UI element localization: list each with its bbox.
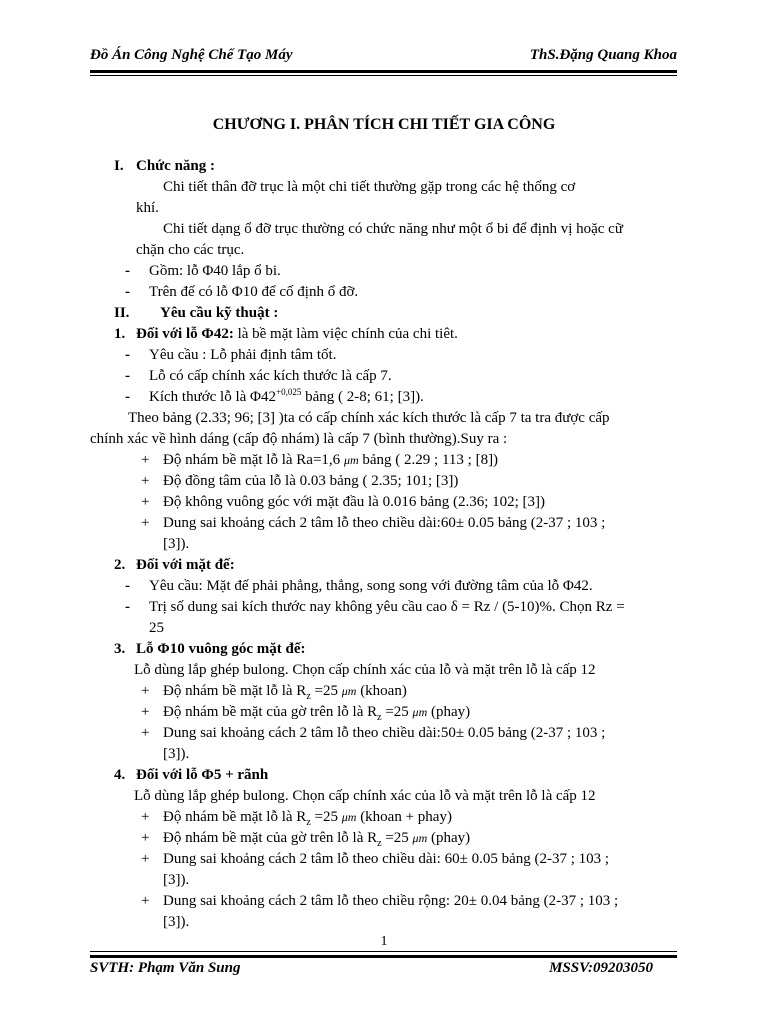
dash-bullet: -	[125, 263, 130, 279]
item-heading: Đối với mặt đế:	[136, 557, 235, 573]
text-run: (khoan + phay)	[356, 809, 452, 825]
list-item: Độ đồng tâm của lỗ là 0.03 bảng ( 2.35; 101; [3])	[163, 473, 459, 489]
item-number: 1.	[114, 326, 126, 342]
list-item-continued: [3]).	[163, 914, 190, 930]
text-run: Độ nhám bề mặt của gờ trên lỗ là R	[163, 704, 378, 720]
micrometer-unit: μm	[412, 831, 428, 845]
item-heading-rest: là bề mặt làm việc chính của chi tiêt.	[233, 326, 458, 342]
text-run: =25	[310, 809, 342, 825]
micrometer-unit: μm	[341, 684, 357, 698]
micrometer-unit: μm	[341, 810, 357, 824]
text-run: Độ nhám bề mặt lỗ là Ra=1,6	[163, 452, 344, 468]
text-run: =25	[310, 683, 342, 699]
footer-rule-thin	[90, 951, 677, 952]
list-item: Gồm: lỗ Φ40 lắp ổ bi.	[149, 263, 281, 279]
plus-bullet: +	[141, 893, 150, 909]
section-heading: Yêu cầu kỹ thuật :	[160, 305, 279, 321]
list-item-continued: 25	[149, 620, 164, 636]
list-item: Dung sai khoảng cách 2 tâm lỗ theo chiều dài:60± 0.05 bảng (2-37 ; 103 ;	[163, 515, 606, 531]
paragraph-line: khí.	[136, 200, 159, 216]
list-item: Trị số dung sai kích thước nay không yêu cầu cao δ = Rz / (5-10)%. Chọn Rz =	[149, 599, 625, 615]
subscript: z	[306, 817, 311, 828]
dash-bullet: -	[125, 578, 130, 594]
header-rule-thin	[90, 75, 677, 76]
dash-bullet: -	[125, 284, 130, 300]
text-run: =25	[381, 830, 413, 846]
text-run: Độ nhám bề mặt lỗ là R	[163, 683, 307, 699]
section-number: I.	[114, 158, 124, 174]
item-number: 4.	[114, 767, 126, 783]
plus-bullet: +	[141, 704, 150, 720]
chapter-title: CHƯƠNG I. PHÂN TÍCH CHI TIẾT GIA CÔNG	[212, 116, 556, 133]
text-run: Độ nhám bề mặt của gờ trên lỗ là R	[163, 830, 378, 846]
item-heading: Đối với lỗ Φ5 + rãnh	[136, 767, 269, 783]
text-run: (phay)	[427, 830, 471, 846]
text-run: Độ nhám bề mặt lỗ là R	[163, 809, 307, 825]
plus-bullet: +	[141, 494, 150, 510]
list-item	[149, 387, 424, 407]
dash-bullet: -	[125, 599, 130, 615]
header-right-author: ThS.Đặng Quang Khoa	[529, 47, 677, 63]
list-item	[163, 681, 407, 701]
section-heading: Chức năng :	[136, 158, 216, 174]
list-item-continued: [3]).	[163, 536, 190, 552]
text-run: bảng ( 2-8; 61; [3]).	[301, 389, 424, 405]
text-run: (khoan)	[356, 683, 407, 699]
footer-rule	[90, 955, 677, 958]
item-heading: Lỗ Φ10 vuông góc mặt đế:	[136, 641, 306, 657]
list-item	[163, 828, 470, 848]
list-item: Dung sai khoảng cách 2 tâm lỗ theo chiều rộng: 20± 0.04 bảng (2-37 ; 103 ;	[163, 893, 619, 909]
plus-bullet: +	[141, 809, 150, 825]
section-number: II.	[114, 305, 130, 321]
text-run: bảng ( 2.29 ; 113 ; [8])	[358, 452, 499, 468]
plus-bullet: +	[141, 473, 150, 489]
header-left-title: Đồ Án Công Nghệ Chế Tạo Máy	[90, 47, 293, 63]
micrometer-unit: μm	[412, 705, 428, 719]
item-number: 3.	[114, 641, 126, 657]
dash-bullet: -	[125, 368, 130, 384]
tolerance-superscript: +0,025	[276, 387, 302, 397]
page-number: 1	[380, 934, 388, 949]
plus-bullet: +	[141, 725, 150, 741]
list-item: Lỗ có cấp chính xác kích thước là cấp 7.	[149, 368, 392, 384]
paragraph-line: Lỗ dùng lắp ghép bulong. Chọn cấp chính xác của lỗ và mặt trên lỗ là cấp 12	[134, 662, 596, 678]
list-item-continued: [3]).	[163, 746, 190, 762]
subscript: z	[377, 712, 382, 723]
list-item: Yêu cầu: Mặt đế phải phẳng, thẳng, song song với đường tâm của lỗ Φ42.	[149, 578, 593, 594]
paragraph-line: chính xác về hình dáng (cấp độ nhám) là cấp 7 (bình thường).Suy ra :	[90, 431, 508, 447]
text-run: =25	[381, 704, 413, 720]
paragraph-line: Chi tiết thân đỡ trục là một chi tiết thường gặp trong các hệ thống cơ	[163, 179, 576, 195]
list-item-continued: [3]).	[163, 872, 190, 888]
micrometer-unit: μm	[343, 453, 359, 467]
plus-bullet: +	[141, 830, 150, 846]
list-item	[163, 807, 452, 827]
paragraph-line: chặn cho các trục.	[136, 242, 245, 258]
item-number: 2.	[114, 557, 126, 573]
item-heading-line	[136, 324, 458, 344]
paragraph-line: Theo bảng (2.33; 96; [3] )ta có cấp chính xác kích thước là cấp 7 ta tra được cấp	[128, 410, 610, 426]
list-item: Dung sai khoảng cách 2 tâm lỗ theo chiều dài: 60± 0.05 bảng (2-37 ; 103 ;	[163, 851, 610, 867]
list-item: Trên đế có lỗ Φ10 để cố định ổ đỡ.	[149, 284, 359, 300]
item-heading: Đối với lỗ Φ42:	[136, 326, 234, 342]
footer-student-name: SVTH: Phạm Văn Sung	[90, 960, 241, 976]
dash-bullet: -	[125, 389, 130, 405]
plus-bullet: +	[141, 851, 150, 867]
text-run: (phay)	[427, 704, 471, 720]
paragraph-line: Lỗ dùng lắp ghép bulong. Chọn cấp chính xác của lỗ và mặt trên lỗ là cấp 12	[134, 788, 596, 804]
header-rule	[90, 70, 677, 73]
plus-bullet: +	[141, 683, 150, 699]
footer-student-id: MSSV:09203050	[549, 960, 653, 976]
list-item	[163, 450, 498, 470]
list-item	[163, 702, 470, 722]
paragraph-line: Chi tiết dạng ổ đỡ trục thường có chức năng như một ổ bi để định vị hoặc cữ	[163, 221, 623, 237]
plus-bullet: +	[141, 515, 150, 531]
list-item: Độ không vuông góc với mặt đầu là 0.016 bảng (2.36; 102; [3])	[163, 494, 546, 510]
text-run: Kích thước lỗ là Φ42	[149, 389, 277, 405]
list-item: Dung sai khoảng cách 2 tâm lỗ theo chiều dài:50± 0.05 bảng (2-37 ; 103 ;	[163, 725, 606, 741]
plus-bullet: +	[141, 452, 150, 468]
list-item: Yêu cầu : Lỗ phải định tâm tốt.	[149, 347, 337, 363]
dash-bullet: -	[125, 347, 130, 363]
subscript: z	[377, 838, 382, 849]
subscript: z	[306, 691, 311, 702]
